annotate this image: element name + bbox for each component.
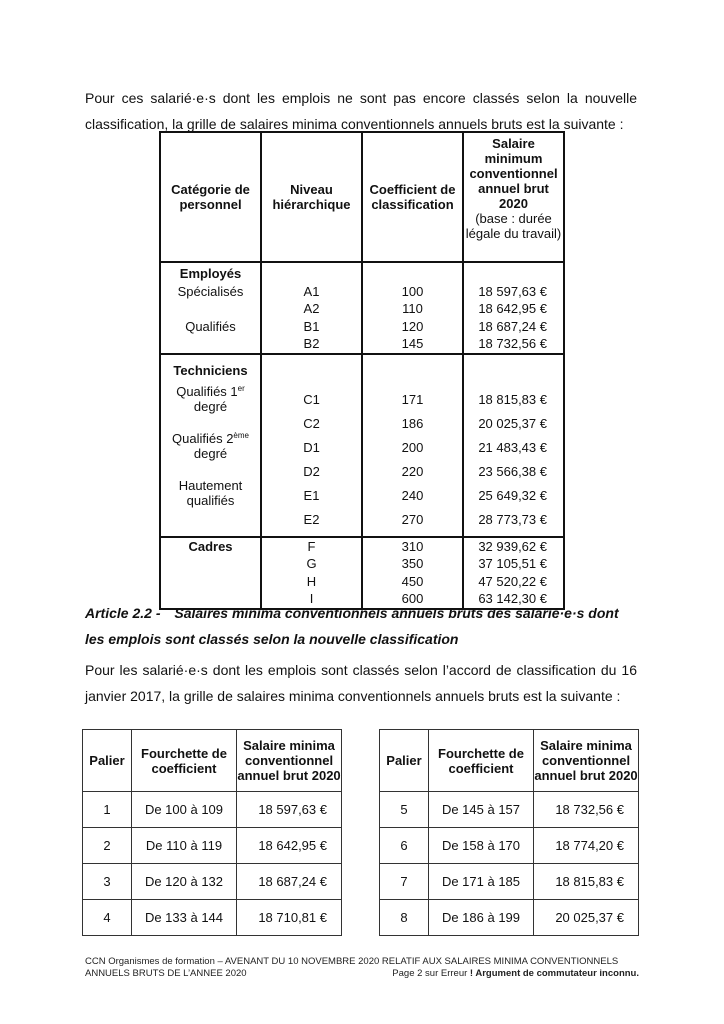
header-category: Catégorie de personnel bbox=[160, 132, 261, 262]
range-cell: De 186 à 199 bbox=[429, 900, 534, 936]
level-value: G bbox=[306, 556, 317, 571]
level-cell bbox=[261, 262, 362, 354]
subcategory-label: Qualifiés 2 bbox=[172, 430, 234, 446]
level-value: A2 bbox=[303, 301, 320, 316]
range-cell: De 133 à 144 bbox=[132, 900, 237, 936]
salary-cell: 18 732,56 € bbox=[534, 792, 639, 828]
category-title: Cadres bbox=[188, 538, 233, 554]
category-cell bbox=[160, 537, 261, 609]
level-value: C1 bbox=[303, 391, 320, 407]
range-cell: De 110 à 119 bbox=[132, 828, 237, 864]
level-value: D2 bbox=[303, 463, 320, 479]
header-palier: Palier bbox=[83, 730, 132, 792]
section-cadres bbox=[160, 537, 564, 609]
second-paragraph: Pour les salarié·e·s dont les emplois sont classés selon l’accord de classification du 16 janvier 2017, la grille de salaires minima conventionnels annuels bruts est la suivante : bbox=[85, 662, 637, 704]
header-salary-title: Salaire minimum conventionnel annuel brut 2020 bbox=[469, 136, 558, 211]
coef-value: 240 bbox=[401, 487, 424, 503]
page-footer bbox=[85, 956, 639, 980]
level-value: B1 bbox=[303, 318, 320, 334]
level-cell bbox=[261, 354, 362, 537]
header-salary: Salaire minima conventionnel annuel brut 2020 bbox=[237, 730, 342, 792]
coef-value: 200 bbox=[401, 439, 424, 455]
coef-value: 450 bbox=[401, 573, 424, 589]
level-value: C2 bbox=[303, 415, 320, 431]
section-employes bbox=[160, 262, 564, 354]
salary-cell bbox=[463, 537, 564, 609]
salary-cell: 18 687,24 € bbox=[237, 864, 342, 900]
coef-value: 171 bbox=[401, 391, 424, 407]
table-row bbox=[83, 828, 342, 864]
palier-table-left bbox=[82, 729, 342, 936]
salary-cell: 18 642,95 € bbox=[237, 828, 342, 864]
table-row bbox=[83, 900, 342, 936]
coef-value: 220 bbox=[401, 463, 424, 479]
salary-value: 32 939,62 € bbox=[478, 538, 547, 554]
coef-cell bbox=[362, 537, 463, 609]
range-cell: De 171 à 185 bbox=[429, 864, 534, 900]
salary-value: 25 649,32 € bbox=[478, 487, 547, 503]
level-value: D1 bbox=[303, 439, 320, 455]
subcategory-label: Qualifiés bbox=[185, 318, 236, 334]
coef-value: 600 bbox=[401, 591, 424, 606]
table-header-row bbox=[160, 132, 564, 262]
palier-cell: 3 bbox=[83, 864, 132, 900]
coef-value: 310 bbox=[401, 538, 424, 554]
superscript: ème bbox=[233, 430, 249, 440]
salary-cell: 18 597,63 € bbox=[237, 792, 342, 828]
salary-cell bbox=[463, 354, 564, 537]
level-value: B2 bbox=[303, 336, 320, 351]
palier-cell: 6 bbox=[380, 828, 429, 864]
palier-table-right bbox=[379, 729, 639, 936]
header-range: Fourchette de coefficient bbox=[132, 730, 237, 792]
level-value: F bbox=[307, 538, 316, 554]
salary-value: 18 642,95 € bbox=[478, 301, 547, 316]
page-number bbox=[392, 968, 639, 980]
subcategory-label-line2: qualifiés bbox=[186, 492, 235, 508]
salary-value: 47 520,22 € bbox=[478, 573, 547, 589]
coef-value: 110 bbox=[402, 301, 423, 316]
level-value: A1 bbox=[303, 283, 320, 299]
range-cell: De 158 à 170 bbox=[429, 828, 534, 864]
palier-cell: 5 bbox=[380, 792, 429, 828]
level-cell bbox=[261, 537, 362, 609]
category-cell bbox=[160, 354, 261, 537]
coef-value: 186 bbox=[401, 415, 424, 431]
header-range: Fourchette de coefficient bbox=[429, 730, 534, 792]
range-cell: De 120 à 132 bbox=[132, 864, 237, 900]
page-error-text: ! Argument de commutateur inconnu. bbox=[469, 968, 639, 979]
salary-cell: 18 774,20 € bbox=[534, 828, 639, 864]
subcategory-label: Qualifiés 1 bbox=[176, 383, 238, 399]
table-row bbox=[160, 262, 564, 354]
coef-cell bbox=[362, 354, 463, 537]
coef-cell bbox=[362, 262, 463, 354]
salary-value: 23 566,38 € bbox=[478, 463, 547, 479]
salary-value: 63 142,30 € bbox=[478, 591, 547, 606]
salary-value: 18 597,63 € bbox=[478, 283, 547, 299]
level-value: I bbox=[309, 591, 314, 606]
header-salary bbox=[463, 132, 564, 262]
category-title: Employés bbox=[179, 266, 242, 281]
salary-cell: 18 710,81 € bbox=[237, 900, 342, 936]
header-salary: Salaire minima conventionnel annuel brut 2020 bbox=[534, 730, 639, 792]
table-row bbox=[380, 900, 639, 936]
footer-doc-title: ANNUELS BRUTS DE L’ANNEE 2020 bbox=[85, 968, 247, 979]
table-row bbox=[380, 828, 639, 864]
palier-cell: 8 bbox=[380, 900, 429, 936]
table-row bbox=[380, 864, 639, 900]
category-cell bbox=[160, 262, 261, 354]
subcategory-label-line2: degré bbox=[193, 445, 228, 461]
palier-cell: 7 bbox=[380, 864, 429, 900]
salary-value: 18 732,56 € bbox=[478, 336, 547, 351]
header-palier: Palier bbox=[380, 730, 429, 792]
range-cell: De 100 à 109 bbox=[132, 792, 237, 828]
header-coefficient: Coefficient de classification bbox=[362, 132, 463, 262]
header-level: Niveau hiérarchique bbox=[261, 132, 362, 262]
footer-line2 bbox=[85, 968, 639, 980]
level-value: H bbox=[306, 573, 317, 589]
table-row bbox=[380, 792, 639, 828]
table-row bbox=[160, 537, 564, 609]
salary-value: 37 105,51 € bbox=[478, 556, 547, 571]
section-techniciens bbox=[160, 354, 564, 537]
coef-value: 145 bbox=[401, 336, 424, 351]
coef-value: 270 bbox=[401, 511, 424, 527]
salary-value: 20 025,37 € bbox=[478, 415, 547, 431]
header-salary-note: (base : durée légale du travail) bbox=[465, 211, 562, 241]
table-row bbox=[83, 864, 342, 900]
level-value: E2 bbox=[303, 511, 320, 527]
range-cell: De 145 à 157 bbox=[429, 792, 534, 828]
subcategory-label-line2: degré bbox=[193, 398, 228, 414]
table-header-row bbox=[83, 730, 342, 792]
category-title: Techniciens bbox=[173, 362, 248, 378]
article-heading bbox=[85, 600, 637, 652]
intro-paragraph: Pour ces salarié·e·s dont les emplois ne sont pas encore classés selon la nouvelle classification, la grille de salaires minima conventionnels annuels bruts est la suivante : bbox=[85, 90, 637, 132]
salary-value: 18 815,83 € bbox=[478, 391, 547, 407]
coef-value: 350 bbox=[401, 556, 424, 571]
coef-value: 120 bbox=[401, 318, 424, 334]
salary-cell: 20 025,37 € bbox=[534, 900, 639, 936]
classification-grid-table bbox=[159, 131, 565, 610]
salary-cell: 18 815,83 € bbox=[534, 864, 639, 900]
superscript: er bbox=[237, 383, 245, 393]
palier-cell: 4 bbox=[83, 900, 132, 936]
article-number: Article 2.2 - bbox=[85, 605, 161, 621]
salary-value: 18 687,24 € bbox=[478, 318, 547, 334]
coef-value: 100 bbox=[401, 283, 424, 299]
salary-value: 21 483,43 € bbox=[478, 439, 547, 455]
table-row bbox=[160, 354, 564, 537]
table-row bbox=[83, 792, 342, 828]
subcategory-label: Hautement bbox=[178, 477, 243, 493]
table-header-row bbox=[380, 730, 639, 792]
palier-cell: 2 bbox=[83, 828, 132, 864]
salary-value: 28 773,73 € bbox=[478, 511, 547, 527]
article-title: Salaires minima conventionnels annuels bruts des salarié·e·s dont les emplois sont classés selon la nouvelle classification bbox=[85, 605, 619, 647]
subcategory-label: Spécialisés bbox=[177, 283, 244, 299]
palier-cell: 1 bbox=[83, 792, 132, 828]
level-value: E1 bbox=[303, 487, 320, 503]
footer-line1: CCN Organismes de formation – AVENANT DU 10 NOVEMBRE 2020 RELATIF AUX SALAIRES MINIMA CONVENTIONNELS bbox=[85, 956, 619, 967]
salary-cell bbox=[463, 262, 564, 354]
page-prefix: Page 2 sur Erreur bbox=[392, 968, 468, 979]
